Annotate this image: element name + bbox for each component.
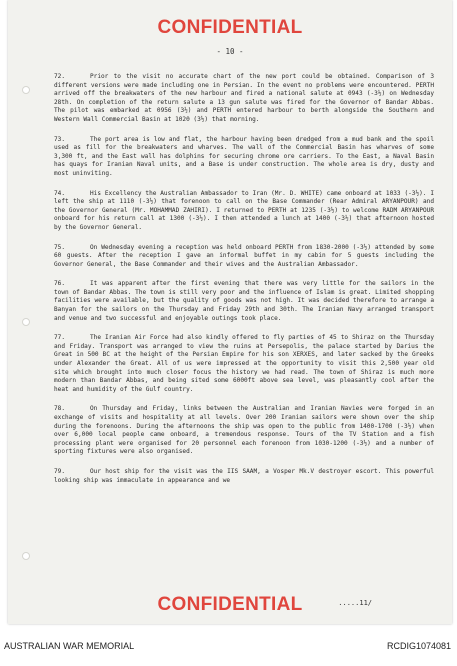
paragraph-text: The port area is low and flat, the harbour having been dredged from a mud bank and the spoil used as fill for the breakwaters and wharves. The wall of the Commercial Basin has wharves of some 3,300 ft, and the East wall has dolphins for securing chrome ore carriers. To the East, a Naval Basin has quays for Iranian Naval units, and a Base is under construction. The whole area is dry, dusty and most uninviting.: [54, 135, 434, 177]
paragraph-72: [54, 73, 434, 125]
paragraph-text: It was apparent after the first evening that there was very little for the sailors in the town of Bandar Abbas. The town is still very poor and the influence of Islam is great. Limited shopping facilities were available, but the quality of goods was not high. It was decided therefore to arrange a Banyan for the sailors on the Thursday and Friday 29th and 30th. The Iranian Navy arranged transport and venue and two successful and enjoyable outings took place.: [54, 280, 434, 322]
paragraph-75: [54, 244, 434, 270]
paragraph-number: 78.: [54, 405, 66, 413]
paragraph-number: 76.: [54, 280, 66, 288]
paragraph-text: His Excellency the Australian Ambassador to Iran (Mr. D. WHITE) came onboard at 1033 (-3½). I left the ship at 1110 (-3½) that forenoon to call on the Base Commander (Rear Admiral ARYANPOUR) and the Governor General (Mr. MOHAMMAD ZAHIRI). I returned to PERTH at 1235 (-3½) to welcome RADM ARYANPOUR onboard for his return call at 1300 (-3½). I then attended a lunch at 1400 (-3½) that afternoon hosted by the Governor General.: [54, 189, 434, 231]
paragraph-text: Our host ship for the visit was the IIS SAAM, a Vosper Mk.V destroyer escort. This powerful looking ship was immaculate in appearance and we: [54, 467, 434, 484]
paragraph-text: The Iranian Air Force had also kindly offered to fly parties of 45 to Shiraz on the Thursday and Friday. Transport was arranged to view the ruins at Persepolis, the palace started by Darius the Great in 500 BC at the height of the Persian Empire for his son XERXES, and later sacked by the Greeks under Alexander the Great. All of us were impressed at the opportunity to visit this 2,500 year old site which brought into much closer focus the history we had read. The town of Shiraz is much more modern than Bandar Abbas, and being sited some 6000ft above sea level, was pleasantly cool after the heat and humidity of the Gulf country.: [54, 334, 434, 393]
document-id: RCDIG1074081: [386, 641, 451, 651]
paragraph-77: [54, 334, 434, 394]
paragraph-78: [54, 405, 434, 457]
paragraph-number: 73.: [54, 135, 66, 143]
page-number: - 10 -: [216, 47, 244, 56]
punch-hole: [22, 318, 30, 326]
paragraph-73: [54, 136, 434, 179]
paragraph-number: 79.: [54, 467, 66, 475]
paragraph-text: Prior to the visit no accurate chart of the new port could be obtained. Comparison of 3 different versions were made including one in Persian. In the event no problems were encountered. PERTH arrived off the breakwaters of the new harbour and fired a national salute at 0943 (-3½) on Wednesday 28th. On completion of the return salute a 13 gun salute was fired for the Governor of Bandar Abbas. The pilot was embarked at 0956 (3½) and PERTH entered harbour to berth alongside the Southern and Western Wall Commercial Basin at 1020 (3½) that morning.: [54, 73, 434, 123]
paragraph-79: [54, 468, 434, 485]
paragraph-number: 72.: [54, 73, 66, 80]
paragraph-76: [54, 280, 434, 323]
paragraph-number: 77.: [54, 334, 66, 342]
archive-footer: [0, 637, 457, 657]
paragraph-text: On Thursday and Friday, links between the Australian and Iranian Navies were forged in an exchange of visits and hospitality at all levels. Over 200 Iranian sailors were shown over the ship during the forenoons. During the afternoons the ship was open to the public from 1400-1700 (-3½) when over 6,000 local people came onboard, a tremendous response. Tours of the TV Station and a fish processing plant were organised for 20 personnel each forenoon from 1030-1200 (-3½) and a number of sporting fixtures were also organised.: [54, 405, 434, 456]
classification-footer: CONFIDENTIAL: [157, 594, 303, 615]
continuation-marker: .....11/: [338, 599, 372, 607]
punch-hole: [22, 86, 30, 94]
paragraph-text: On Wednesday evening a reception was held onboard PERTH from 1830-2000 (-3½) attended by some 60 guests. After the reception I gave an informal buffet in my cabin for 5 guests including the Governor General, the Base Commander and their wives and the Australian Ambassador.: [54, 243, 434, 268]
document-page: [8, 0, 452, 624]
paragraph-number: 74.: [54, 189, 66, 197]
punch-hole: [22, 552, 30, 560]
archive-name: AUSTRALIAN WAR MEMORIAL: [4, 641, 135, 651]
document-body: [54, 73, 434, 496]
paragraph-number: 75.: [54, 243, 66, 251]
classification-header: CONFIDENTIAL: [157, 17, 303, 38]
paragraph-74: [54, 190, 434, 233]
